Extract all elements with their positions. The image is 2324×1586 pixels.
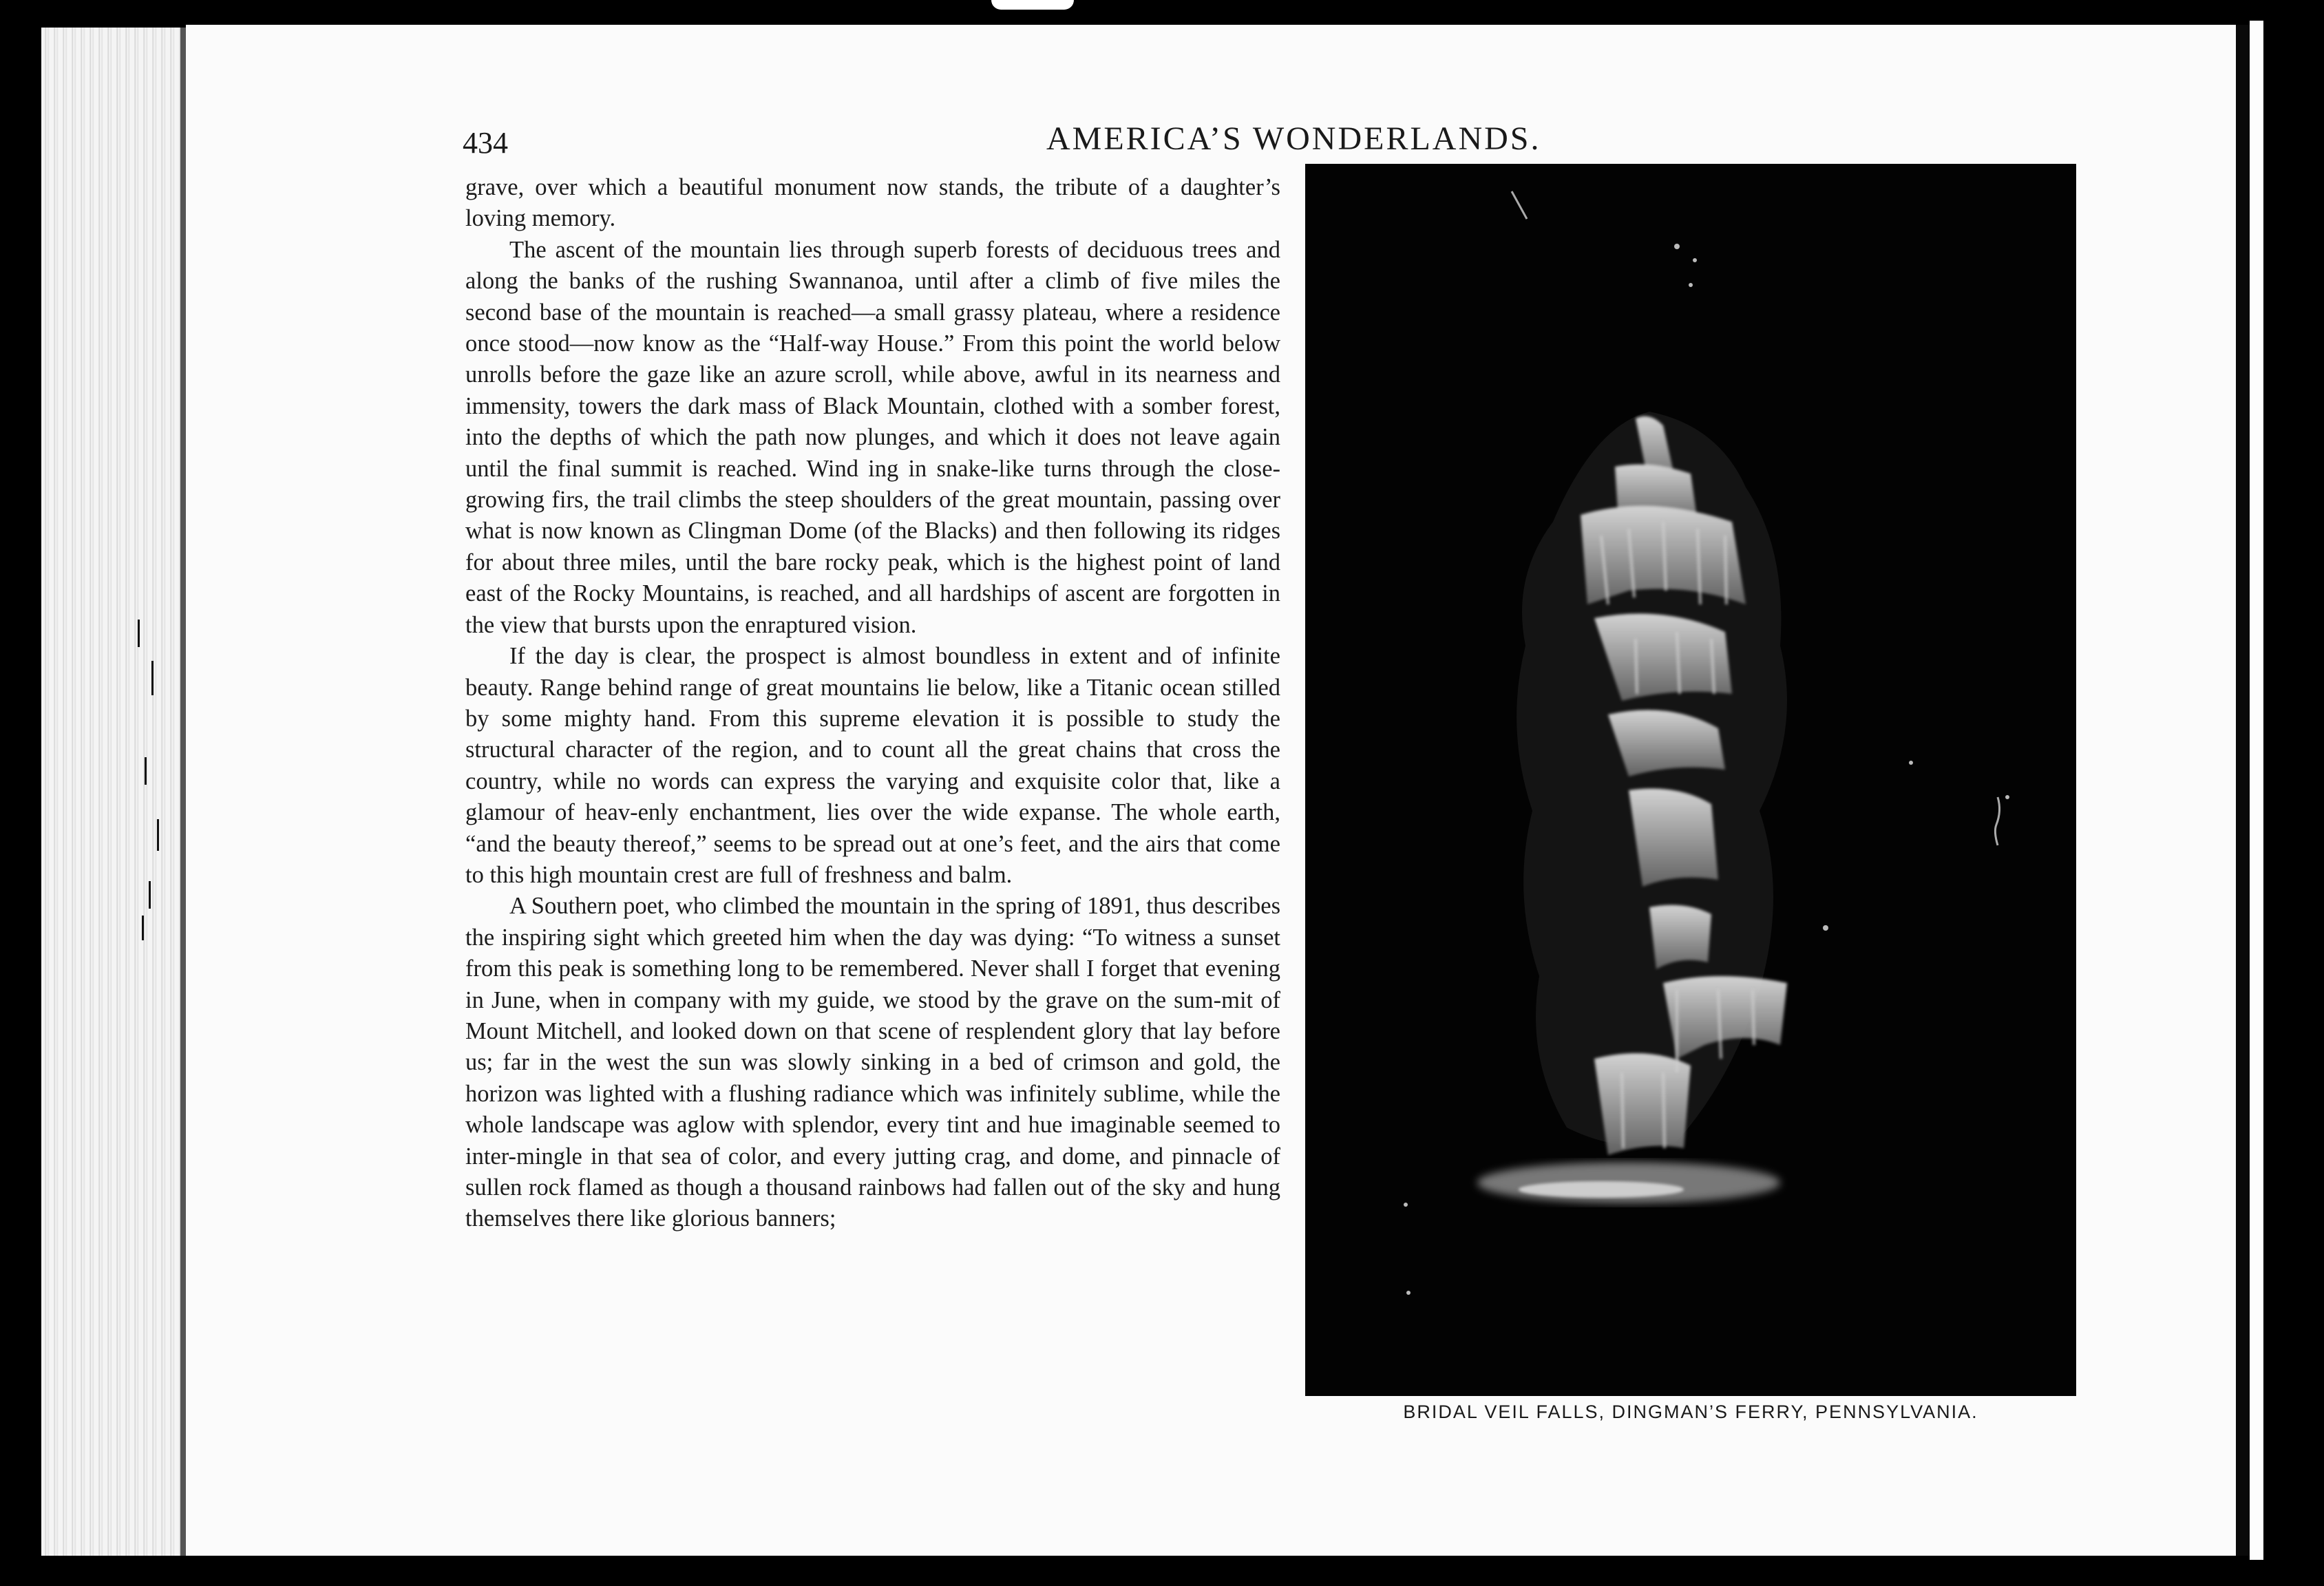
plate-caption: BRIDAL VEIL FALLS, DINGMAN’S FERRY, PENNSYLVANIA. [1403, 1402, 1978, 1422]
edge-speck [145, 757, 147, 785]
page-divider [2236, 25, 2250, 1556]
facing-page-edge [2250, 21, 2263, 1560]
paragraph: If the day is clear, the prospect is almost boundless in extent and of infinite beauty. Range behind range of great mountains lie below, like a Titanic ocean stilled by some mighty hand. From this supreme elevation it is possible to study the structural character of the region, and to count all the great chains that cross the country, while no words can express the varying and exquisite color that, like a glamour of heav-enly enchantment, lies over the wide expanse. The whole earth, “and the beauty thereof,” seems to be spread out at one’s feet, and the airs that come to this high mountain crest are full of freshness and balm. [465, 643, 1280, 888]
edge-speck [149, 881, 151, 909]
page-number: 434 [463, 126, 508, 160]
edge-speck [157, 819, 159, 851]
edge-speck [142, 916, 144, 940]
waterfall-photograph [1305, 164, 2076, 1396]
gutter-shadow [180, 28, 186, 1556]
paragraph: A Southern poet, who climbed the mountain in the spring of 1891, thus describes the inspiring sight which greeted him when the day was dying: “To witness a sunset from this peak is something long to be remembered. Never shall I forget that evening in June, when in company with my guide, we stood by the grave on the sum-mit of Mount Mitchell, and looked down on that scene of resplendent glory that lay before us; far in the west the sun was slowly sinking in a bed of crimson and gold, the horizon was lighted with a flushing radiance which was infinitely sublime, while the whole landscape was aglow with splendor, every tint and hue imaginable seemed to inter-mingle in that sea of color, and every jutting crag, and dome, and pinnacle of sullen rock flamed as though a thousand rainbows had fallen out of the sky and hung themselves there like glorious banners; [465, 893, 1280, 1232]
paragraph: grave, over which a beautiful monument now stands, the tribute of a daughter’s loving memory. [465, 174, 1280, 232]
running-head [463, 116, 1541, 164]
book-title: AMERICA’S WONDERLANDS. [1046, 120, 1541, 157]
edge-speck [151, 661, 154, 695]
paragraph: The ascent of the mountain lies through superb forests of deciduous trees and along the banks of the rushing Swannanoa, until after a climb of five miles the second base of the mountain is reached—a small grassy plateau, where a residence once stood—now know as the “Half-way House.” From this point the world below unrolls before the gaze like an azure scroll, while above, awful in its nearness and immensity, towers the dark mass of Black Mountain, clothed with a somber forest, into the depths of which the path now plunges, and which it does not leave again until the final summit is reached. Wind ing in snake-like turns through the close-growing firs, the trail climbs the steep shoulders of the great mountain, passing over what is now known as Clingman Dome (of the Blacks) and then following its ridges for about three miles, until the bare rocky peak, which is the highest point of land east of the Rocky Mountains, is reached, and all hardships of ascent are forgotten in the view that bursts upon the enraptured vision. [465, 236, 1280, 638]
waterfall-illustration [1305, 164, 2076, 1396]
body-text [465, 172, 1280, 1235]
book-page-edges [41, 28, 186, 1556]
scan-smudge [991, 0, 1074, 10]
edge-speck [138, 620, 140, 647]
